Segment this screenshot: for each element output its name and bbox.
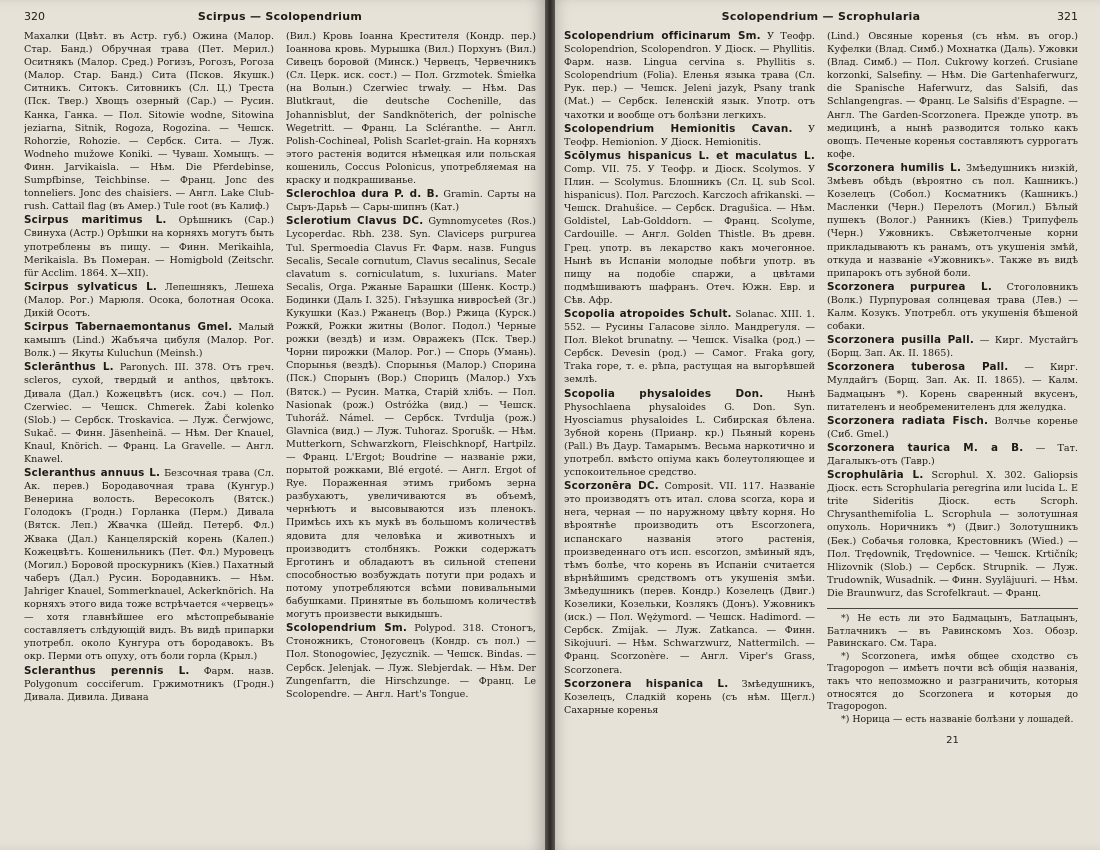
dictionary-entry (564, 150, 815, 307)
entry-text: У Теофр. Scolopendrion, Scolopendron. У Діоск. — Phyllitis. Фарм. назв. Lingua cervina s. Phyllitis s. Scolopendrium (Folia). Еленья языка трава (Сл. Рук. пер.) — Чешск. Jeleni jazyk, Psany trank (Mat.) — Сербск. Іеленскій язык. Употр. отъ чахотки и вообще отъ болѣзни легкихъ. (564, 31, 815, 121)
entry-term: Sclerochloa dura P. d. B. (286, 188, 439, 201)
entry-term: Scirpus sylvaticus L. (24, 280, 158, 293)
entry-text: Фарм. назв. Polygonum cocciferum. Гржимотникъ (Гродн.) Дивала. Дивила. Дивана (24, 665, 274, 703)
entry-term: Scopolia atropoides Schult. (564, 307, 732, 320)
entry-term: Scleranthus perennis L. (24, 664, 190, 677)
entry-text: Волчье коренье (Сиб. Gmel.) (827, 415, 1078, 440)
dictionary-entry (564, 388, 815, 480)
entry-term: Scorzonera purpurea L. (827, 280, 992, 293)
entry-term: Scolopendrium officinarum Sm. (564, 30, 761, 42)
entry-term: Scopolia physaloides Don. (564, 387, 764, 400)
entry-term: Sclerānthus L. (24, 361, 114, 374)
dictionary-entry (286, 30, 536, 187)
entry-term: Scirpus Tabernaemontanus Gmel. (24, 321, 233, 334)
entry-term: Scorzonera humilis L. (827, 161, 962, 174)
entry-text: Gramin. Сарты на Сыръ-Дарьѣ — Сары-шипнъ (Кат.) (286, 189, 536, 214)
left-running-head: Scirpus — Scolopendrium (197, 10, 363, 23)
entry-term: Scorzonera tuberosa Pall. (827, 361, 1009, 374)
dictionary-entry (24, 467, 274, 663)
dictionary-entry (827, 361, 1078, 413)
entry-text: (Вил.) Кровь Іоанна Крестителя (Кондр. пер.) Іоаннова кровь. Мурышка (Вил.) Порхунъ (Вил.) Сивецъ боровой (Минск.) Червецъ, Червечникъ (Сл. Церк. иск. сост.) — Пол. Grzmotek. Śmiełka (на Волын.) Czerwiec trwały. — Нѣм. Das Blutkraut, die deutsche Cochenille, das Johannisblut, der Sandknöterich, der polnische Wegetritt. — Франц. La Scléranthe. — Англ. Polish-Cochineal, Polish Scarlet-grain. На корняхъ этого растенія водится нѣмецкая или польская кошениль, Coccus Polonicus, употребляемая на краску и подкрашиванье. (286, 31, 536, 187)
dictionary-entry (24, 281, 274, 320)
left-page-header (24, 10, 536, 30)
dictionary-entry (564, 480, 815, 676)
entry-text: Безсочная трава (Сл. Ак. перев.) Бородавочная трава (Кунгур.) Венерина волость. Вересоколъ (Вятск.) Голодокъ (Гродн.) Горланка (Перм.) Дивала (Вятск. Леп.) Жвачка (Шейд. Петерб. Фл.) Жвака (Дал.) Канцелярскій корень (Калеп.) Кожецвѣтъ. Кошенильникъ (Пет. Фл.) Муровецъ (Могил.) Боровой проскурникъ (Кіев.) Пахатный чаберъ (Дал.) Русин. Бородавникъ. — Нѣм. Jahriger Knauel, Sommerknauel, Ackerknörich. На корняхъ этого вида тоже встрѣчается «червецъ» — хотя главнѣйшее его мѣстопребываніе составляетъ слѣдующій видъ. Въ видѣ припарки употребл. около Кунгура отъ бородавокъ. Въ окр. Перми отъ опуху, отъ боли горла (Крыл.) (24, 468, 274, 663)
entry-text: У Теофр. Hemionion. У Діоск. Hemionitis. (564, 123, 815, 148)
entry-text: Лепешнякъ, Лешеха (Малор. Рог.) Марюля. Осока, болотная Осока. Дикій Осотъ. (24, 281, 274, 319)
footnotes (827, 608, 1078, 726)
entry-term: Scorzonera taurica M. a B. (827, 441, 1024, 454)
entry-text: Махалки (Цвѣт. въ Астр. губ.) Ожина (Малор. Стар. Банд.) Обручная трава (Пет. Мерил.) Оситнякъ (Малор. Сред.) Рогизъ, Рогозъ, Рогоза (Малор. Стар. Банд.) Сита (Псков. Якушк.) Ситникъ. Ситокъ. Ситовникъ (Сл. Ц.) Треста (Пск. Твер.) Хвощъ озерный (Сар.) — Русин. Канка, Ганка. — Пол. Sitowie wodne, Sitowina jeziarna, Sitnik, Rogoza, Rogozina. — Чешск. Rohorzie, Rohozie. — Сербск. Сита. — Луж. Wodneho mužowe Koniki. — Чуваш. Хомыщъ. — Финн. Jarvikaisla. — Нѣм. Die Pferdebinse, Sumpfbinse, Teichbinse. — Франц. Jonc des tonneliers. Jonc des chaisiers. — Англ. Lake Club-rush. Cattail flag (въ Амер.) Tule root (въ Калиф.) (24, 31, 274, 213)
right-page (548, 0, 1100, 850)
entry-term: Scōlymus hispanicus L. et maculatus L. (564, 149, 815, 162)
entry-term: Scolopendrium Sm. (286, 622, 408, 635)
left-page-number: 320 (24, 10, 45, 23)
dictionary-entry (24, 30, 274, 213)
entry-text: Scrophul. X. 302. Galiopsis Діоск. есть Scrophularia peregrina или lucida L. E trite Sideritis Діоск. есть Scroph. Chrysanthemifolia L. Scrophula — золотушная опухоль. Норичникъ *) (Двиг.) Золотушникъ (Бек.) Собачья головка, Крестовникъ (Wied.) — Пол. Trędownik, Trędownice. — Чешск. Krtičník; Hlizovnik (Slob.) — Сербск. Strupnik. — Луж. Trudownik, Wusadnik. — Финн. Syyläjuuri. — Нѣм. Die Braunwurz, das Scrofelkraut. — Франц. (827, 470, 1078, 599)
entry-text: — Кирг. Мулдайгъ (Борщ. Зап. Ак. II. 1865). — Калм. Бадмацынъ *). Корень сваренный вкусенъ, питателенъ и необременителенъ для желудка. (827, 362, 1078, 413)
entry-text: Змѣедушникъ, Козелецъ, Сладкій корень (съ нѣм. Щегл.) Сахарные коренья (564, 678, 815, 716)
entry-text: Орѣшникъ (Сар.) Свинуха (Астр.) Орѣшки на корняхъ могутъ быть употреблены въ пищу. — Финн. Merikaihla, Merikaisla. Въ Померан. — Homigbold (Zeitschr. für Acclim. 1864. X—XII). (24, 215, 274, 279)
entry-term: Scorzonera radiata Fisch. (827, 414, 989, 427)
dictionary-entry (286, 622, 536, 701)
entry-text: Нынѣ Physochlaena physaloides G. Don. Syn. Hyosciamus physaloides L. Сибирская бѣлена. Зубной корень (Прианр. кр.) Пьяный корень (Pall.) Въ Даур. Тамарымъ. Весьма наркотично и употребл. вмѣсто опіума какъ болеутоляющее и успокоительное средство. (564, 388, 815, 479)
entry-text: — Тат. Дагалыкъ-отъ (Тавр.) (827, 442, 1078, 467)
right-column-2 (827, 30, 1078, 840)
footnote: *) Не есть ли это Бадмацынъ, Батлацынъ, Батлачникъ — въ Равинскомъ Хоз. Обозр. Равинскаго. См. Тара. (827, 613, 1078, 650)
entry-term: Scorzonera hispanica L. (564, 677, 729, 690)
dictionary-entry (286, 188, 536, 214)
entry-text: (Lind.) Овсяные коренья (съ нѣм. въ огор.) Куфелки (Влад. Симб.) Мохнатка (Даль). Ужовки (Влад. Симб.) — Пол. Cukrowy korzeń. Crusiane korzonki, Salsefiny. — Нѣм. Die Gartenhaferwurz, die Spanische Haferwurz, das Salsifi, das Schlangengras. — Франц. Le Salsifis d'Espagne. — Англ. The Garden-Scorzonera. Прежде употр. въ медицинѣ, а нынѣ разводится только какъ овощъ. Печеные коренья составляютъ суррогатъ кофе. (827, 31, 1078, 160)
dictionary-entry (564, 308, 815, 387)
dictionary-entry (827, 334, 1078, 360)
entry-text: Composit. VII. 117. Названіе это производятъ отъ итал. слова scorza, кора и нera, черная — по наружному цвѣту корня. Но вѣроятнѣе производить отъ Escorzonera, испанскаго названія этого растенія, произведеннаго отъ исп. escorzon, змѣиный ядъ, тѣмъ болѣе, что корень въ Испаніи считается вѣрнѣйшимъ средствомъ отъ укушенія змѣи. Змѣедушникъ (перев. Кондр.) Козелецъ (Двиг.) Козелики, Козельки, Козлякъ (Донъ). Ужовникъ (иск.) — Пол. Wężymord. — Чешск. Hadimord. — Сербск. Zmijak. — Луж. Zatkanca. — Финн. Sikojuuri. — Нѣм. Schwarzwurz, Nattermilch. — Франц. Scorzonère. — Англ. Viper's Grass, Scorzonera. (564, 481, 815, 676)
dictionary-entry (24, 361, 274, 466)
right-columns (564, 30, 1078, 840)
dictionary-entry (24, 321, 274, 360)
dictionary-entry (24, 214, 274, 279)
signature-mark: 21 (946, 735, 959, 747)
footnote: *) Scorzonera, имѣя общее сходство съ Tragopogon — имѣетъ почти всѣ общія названія, такъ что непозможно и разграничить, которыя относятся до Scorzonera и которыя до Tragopogon. (827, 650, 1078, 713)
dictionary-entry (827, 162, 1078, 280)
dictionary-entry (827, 281, 1078, 333)
left-column-1 (24, 30, 274, 840)
entry-term: Scorzonera pusilla Pall. (827, 334, 975, 347)
dictionary-entry (827, 30, 1078, 161)
entry-text: — Кирг. Мустайгъ (Борщ. Зап. Ак. II. 1865). (827, 335, 1078, 360)
entry-text: Comp. VII. 75. У Теофр. и Діоск. Scolymos. У Плин. — Scolymus. Блошникъ (Сл. Ц. sub Scol. hispanicus). Пол. Parczoch. Karczoch afrikanski. — Чешск. Drahušice. — Сербск. Dragušica. — Нѣм. Goldistel, Lab-Golddorn. — Франц. Scolyme, Cardouille. — Англ. Golden Thistle. Въ древн. Грец. употр. въ лекарство какъ мочегонное. Нынѣ въ Испаніи молодые побѣги употр. въ пищу на подобіе спаржи, а цвѣтами подмѣшиваютъ шафранъ. Отеч. Южн. Евр. и Сѣв. Афр. (564, 163, 815, 306)
footnote: *) Норица — есть названіе болѣзни у лошадей. (841, 713, 1074, 725)
right-running-head: Scolopendrium — Scrophularia (721, 10, 921, 23)
dictionary-entry (564, 123, 815, 149)
entry-text: Змѣедушникъ низкій, Змѣевъ обѣдъ (вѣроятно съ пол. Кашникъ.) Козелецъ (Собол.) Косматникъ (Кашникъ.) Масленки (Черн.) Перелотъ (Могил.) Бѣлый пушекъ (Волог.) Ранникъ (Кіев.) Трипуфель (Черн.) Ужовникъ. Свѣжетолченые корни прикладываютъ къ ранамъ, отъ укушенія змѣй, откуда и названіе «Ужовникъ». Также въ видѣ припарокъ отъ зубной боли. (827, 162, 1078, 279)
entry-text: Gymnomycetes (Ros.) Lycoperdac. Rbh. 238. Syn. Claviceps purpurea Tul. Spermoedia Clavus Fr. Фарм. назв. Fungus Secalis, Secale cornutum, Clavus secalinus, Secale clavatum s. corniculatum, s. luxurians. Mater Secalis, Orga. Ржаные Барашки (Шенк. Костр.) Бодинки (Даль I. 325). Гнѣзушка нивросѣей (Зг.) Кукушки (Каз.) Ржанецъ (Вор.) Ржица (Курск.) Рожкй, Рожки житны (Волог. Подол.) Черные рожки (вездѣ) и изм. Овражекъ (Пск. Твер.) Чорни пирожки (Малор. Рог.) — Спорь (Умань). Спорынья (вездѣ). Спорынья (Малор.) Спорина (Пск.) Спорынъ (Вор.) Спорицъ (Малор.) Ухъ (Вятск.) — Русин. Матка, Старій хлібъ. — Пол. Nasionak (рож.) Ostróżka (вид.) — Чешск. Tuhoráž. Námel. — Сербск. Tvrdulja (рож.) Glavnica (вид.) — Луж. Tuhoraz. Sporušk. — Нѣм. Mutterkorn, Schwarzkorn, Fleischknopf, Hartpilz. — Франц. L'Ergot; Boudrine — названіе ржи, порытой рожками, Blé ergoté. — Англ. Ergot of Rye. Пораженная этимъ грибомъ зерна разбухаютъ, увеличиваются въ объемѣ, чернѣютъ и высовываются изъ пленокъ. Примѣсь ихъ къ мукѣ въ большомъ количествѣ ядовита для человѣка и животныхъ и производитъ столбнякъ. Рожки содержатъ Ерготинъ и обладаютъ въ сильной степени способностью возбуждать потуги при родахъ и потому употребляются всѣми повивальными бабушками. Принятые въ большомъ количествѣ могутъ произвести выкидышъ. (286, 216, 536, 621)
right-page-header (564, 10, 1078, 30)
left-column-2 (286, 30, 536, 840)
right-column-2-entries (827, 30, 1078, 600)
entry-text: Paronych. III. 378. Отъ греч. scleros, сухой, твердый и anthos, цвѣтокъ. Дивала (Дал.) Кожецвѣтъ (иск. соч.) — Пол. Czerwiec. — Чешск. Chmerek. Žabi kolenko (Slob.) — Сербск. Troskavica. — Луж. Čerwjowc, Sukač. — Финн. Jäsenheinä. — Нѣм. Der Knauel, Knaul, Knörich. — Франц. La Gravelle. — Англ. Knawel. (24, 362, 274, 465)
entry-term: Scirpus maritimus L. (24, 214, 167, 227)
entry-term: Scorzonēra DC. (564, 480, 659, 493)
right-page-number: 321 (1057, 10, 1078, 23)
right-column-1 (564, 30, 815, 840)
entry-term: Sclerotium Clavus DC. (286, 215, 424, 228)
left-page (0, 0, 548, 850)
entry-text: Стоголовникъ (Волк.) Пурпуровая солнцевая трава (Лев.) — Калм. Козукъ. Употребл. отъ укушенія бѣшеной собаки. (827, 281, 1078, 333)
dictionary-entry (827, 469, 1078, 600)
dictionary-entry (827, 415, 1078, 441)
entry-text: Малый камышъ (Lind.) Жабъяча цибуля (Малор. Рог. Волк.) — Якуты Kuluchun (Meinsh.) (24, 322, 274, 360)
entry-term: Scleranthus annuus L. (24, 467, 161, 480)
entry-text: Solanac. XIII. 1. 552. — Русины Галасове зілло. Мандрегуля. — Пол. Blekot brunatny. — Чешск. Visalka (род.) — Сербск. Devesin (род.) — Самог. Fraka gory, Traka rope, т. е. рѣпа, растущая на выгорѣвшей землѣ. (564, 308, 815, 386)
left-columns (24, 30, 536, 840)
entry-term: Scrophulāria L. (827, 469, 924, 482)
entry-term: Scolopendrium Hemionitis Cavan. (564, 122, 793, 135)
book-gutter (545, 0, 555, 850)
dictionary-entry (564, 678, 815, 717)
dictionary-entry (24, 665, 274, 704)
dictionary-entry (564, 30, 815, 122)
dictionary-entry (827, 442, 1078, 468)
entry-text: Polypod. 318. Стоногъ, Стоножникъ, Стоноговецъ (Кондр. съ пол.) — Пол. Stonogowiec, Języcznik. — Чешск. Bindas. — Сербск. Jelenjak. — Луж. Slebjerdak. — Нѣм. Der Zungenfarrn, die Hirschzunge. — Франц. Le Scolopendre. — Англ. Hart's Tongue. (286, 623, 536, 700)
dictionary-entry (286, 215, 536, 621)
